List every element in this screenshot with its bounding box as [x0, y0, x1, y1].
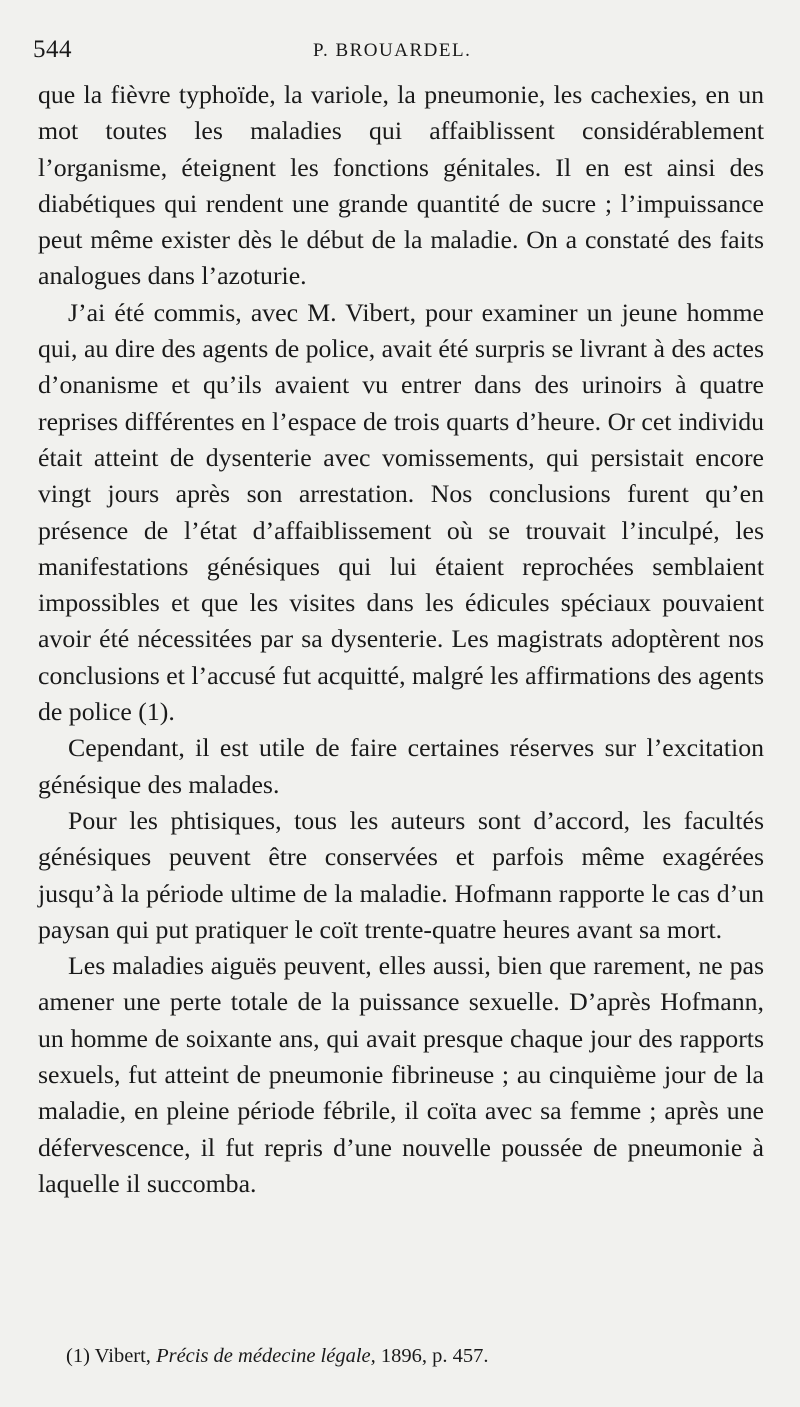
paragraph-3: Cependant, il est utile de faire certaines réserves sur l’excitation génésique des malades. [38, 733, 764, 799]
body-text [38, 77, 764, 1202]
page-header [33, 30, 760, 70]
footnote-details: 1896, p. 457. [380, 1345, 489, 1367]
paragraph-5: Les maladies aiguës peuvent, elles aussi, bien que rarement, ne pas amener une perte totale de la puissance sexuelle. D’après Hofmann, un homme de soixante ans, qui avait presque chaque jour des rapports sexuels, fut atteint de pneumonie fibrineuse ; au cinquième jour de la maladie, en pleine période fébrile, il coïta avec sa femme ; après une défervescence, il fut repris d’une nouvelle poussée de pneumonie à laquelle il succomba. [38, 951, 764, 1198]
paragraph-2: J’ai été commis, avec M. Vibert, pour examiner un jeune homme qui, au dire des agents de police, avait été surpris se livrant à des actes d’onanisme et qu’ils avaient vu entrer dans des urinoirs à quatre reprises différentes en l’espace de trois quarts d’heure. Or cet individu était atteint de dysenterie avec vomissements, qui persistait encore vingt jours après son arrestation. Nos conclusions furent qu’en présence de l’état d’affaiblissement où se trouvait l’inculpé, les manifestations génésiques qui lui étaient reprochées semblaient impossibles et que les visites dans les édicules spéciaux pouvaient avoir été nécessitées par sa dysenterie. Les magistrats adoptèrent nos conclusions et l’accusé fut acquitté, malgré les affirmations des agents de police (1). [38, 297, 764, 727]
footnote [66, 1342, 764, 1370]
footnote-marker: (1) [66, 1345, 90, 1367]
paragraph-4: Pour les phtisiques, tous les auteurs sont d’accord, les facultés génésiques peuvent être conservées et parfois même exagérées jusqu’à la période ultime de la maladie. Hofmann rapporte le cas d’un paysan qui put pratiquer le coït trente-quatre heures avant sa mort. [38, 805, 764, 944]
footnote-title: Précis de médecine légale, [156, 1345, 376, 1367]
footnote-author: Vibert, [94, 1345, 151, 1367]
paragraph-1: que la fièvre typhoïde, la variole, la pneumonie, les cachexies, en un mot toutes les maladies qui affaiblissent considérablement l’organisme, éteignent les fonctions génitales. Il en est ainsi des diabétiques qui rendent une grande quantité de sucre ; l’impuissance peut même exister dès le début de la maladie. On a constaté des faits analogues dans l’azoturie. [38, 80, 764, 291]
running-head: P. BROUARDEL. [313, 40, 472, 61]
page-number: 544 [33, 36, 72, 63]
